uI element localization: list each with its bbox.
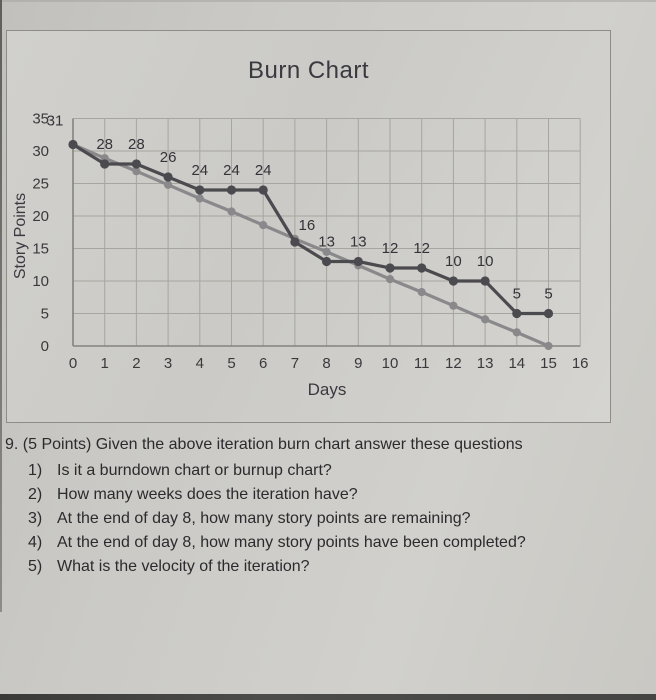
ideal-point — [386, 275, 394, 283]
y-tick-label: 30 — [32, 143, 49, 160]
x-tick-label: 12 — [445, 355, 462, 372]
y-tick-label: 10 — [32, 273, 49, 290]
x-tick-label: 0 — [68, 355, 78, 372]
data-label: 24 — [254, 162, 272, 179]
item-number: 2) — [28, 486, 43, 503]
ideal-point — [164, 181, 172, 189]
chart-panel — [6, 30, 611, 423]
data-label: 12 — [413, 240, 431, 257]
x-tick-label: 11 — [413, 355, 430, 372]
actual-point — [132, 159, 141, 168]
y-tick-label: 5 — [40, 305, 49, 323]
x-tick-label: 8 — [322, 355, 331, 372]
question-number: 9. — [5, 436, 19, 453]
actual-point — [164, 172, 173, 181]
data-label: 13 — [318, 233, 335, 251]
data-label: 31 — [46, 112, 64, 130]
data-label: 28 — [128, 136, 145, 153]
y-tick-label: 0 — [40, 338, 49, 355]
ideal-point — [449, 302, 457, 310]
data-label: 10 — [445, 253, 462, 270]
question-heading — [5, 436, 523, 454]
x-tick-label: 16 — [571, 355, 589, 372]
actual-point — [290, 237, 299, 246]
x-tick-label: 1 — [100, 355, 109, 372]
item-number: 5) — [28, 558, 43, 575]
photo-bottom-edge — [0, 694, 656, 700]
y-tick-label: 15 — [32, 240, 49, 258]
x-axis-title: Days — [307, 380, 347, 399]
item-number: 1) — [28, 462, 43, 479]
x-tick-label: 4 — [195, 355, 204, 372]
burn-chart-svg — [7, 31, 610, 422]
ideal-point — [544, 342, 552, 350]
y-axis-title: Story Points — [12, 192, 29, 280]
data-label: 13 — [349, 233, 367, 251]
question-item — [28, 558, 526, 582]
x-tick-label: 3 — [163, 355, 173, 372]
actual-point — [354, 257, 363, 266]
item-text: At the end of day 8, how many story points have been completed? — [57, 534, 526, 551]
actual-point — [512, 309, 521, 318]
actual-point — [195, 185, 204, 194]
photo-left-edge — [0, 0, 2, 612]
x-tick-label: 2 — [132, 355, 141, 372]
item-text: How many weeks does the iteration have? — [57, 486, 358, 503]
x-tick-label: 13 — [476, 355, 494, 372]
item-number: 4) — [28, 534, 43, 551]
actual-point — [544, 309, 553, 318]
y-tick-label: 20 — [32, 208, 49, 225]
data-label: 26 — [159, 149, 177, 166]
actual-point — [385, 263, 394, 272]
question-item — [28, 486, 526, 510]
photo-top-edge — [0, 0, 656, 2]
y-tick-label: 25 — [32, 175, 49, 193]
actual-point — [68, 140, 77, 149]
chart-title: Burn Chart — [247, 57, 370, 84]
x-tick-label: 14 — [508, 355, 526, 372]
x-tick-label: 6 — [259, 355, 268, 372]
x-tick-label: 7 — [290, 355, 300, 372]
item-text: At the end of day 8, how many story points are remaining? — [57, 510, 471, 527]
question-item — [28, 462, 526, 486]
question-item — [28, 534, 526, 558]
question-list — [28, 462, 526, 582]
actual-point — [322, 257, 331, 266]
item-number: 3) — [28, 510, 43, 527]
actual-point — [449, 276, 458, 285]
actual-point — [100, 159, 109, 168]
ideal-point — [418, 288, 426, 296]
data-label: 5 — [544, 285, 553, 303]
data-label: 5 — [512, 285, 521, 303]
actual-point — [481, 276, 490, 285]
ideal-point — [259, 221, 267, 229]
ideal-point — [513, 328, 521, 336]
actual-point — [259, 185, 268, 194]
x-tick-label: 10 — [381, 355, 399, 372]
data-label: 24 — [191, 162, 209, 179]
ideal-line — [73, 145, 549, 347]
actual-point — [227, 185, 236, 194]
ideal-point — [196, 194, 204, 202]
x-tick-label: 15 — [540, 355, 557, 372]
data-label: 24 — [223, 162, 240, 179]
question-item — [28, 510, 526, 534]
ideal-point — [481, 315, 489, 323]
y-tick-label: 35 — [32, 110, 49, 128]
item-text: What is the velocity of the iteration? — [57, 558, 310, 575]
question-heading-text: (5 Points) Given the above iteration burn chart answer these questions — [22, 436, 523, 453]
data-label: 12 — [381, 240, 399, 257]
x-tick-label: 9 — [354, 355, 363, 372]
x-tick-label: 5 — [227, 355, 236, 372]
data-label: 28 — [96, 136, 114, 153]
ideal-point — [227, 207, 235, 215]
data-label: 10 — [476, 253, 494, 270]
item-text: Is it a burndown chart or burnup chart? — [57, 462, 332, 479]
data-label: 16 — [298, 217, 316, 234]
actual-point — [417, 263, 426, 272]
